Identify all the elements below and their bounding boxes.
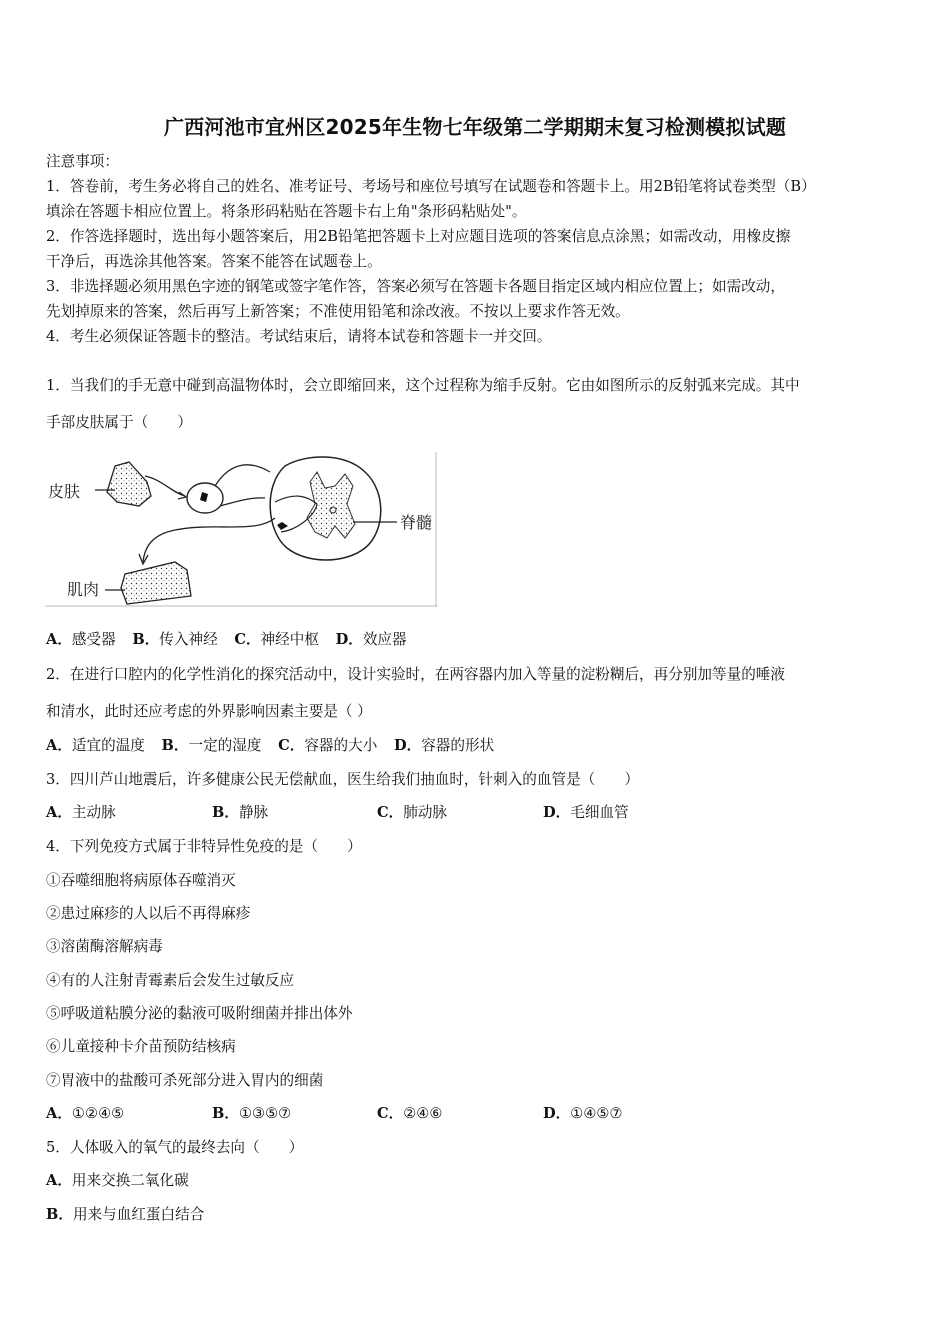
option-text: 传入神经 <box>159 631 218 648</box>
q2-stem-line1: 2．在进行口腔内的化学性消化的探究活动中，设计实验时，在两容器内加入等量的淀粉糊后，再分别加等量的唾液 <box>46 666 785 683</box>
notice-line: 1．答卷前，考生务必将自己的姓名、准考证号、考场号和座位号填写在试题卷和答题卡上。用2B铅笔将试卷类型（B） <box>46 178 816 195</box>
q4-option-d: D．①④⑤⑦ <box>543 1105 623 1122</box>
reflex-arc-figure <box>45 452 437 607</box>
q4-option-b: B．①③⑤⑦ <box>212 1105 292 1122</box>
q5-option-b: B．用来与血红蛋白结合 <box>46 1206 205 1223</box>
notice-line: 干净后，再选涂其他答案。答案不能答在试题卷上。 <box>46 253 382 270</box>
q4-item: ②患过麻疹的人以后不再得麻疹 <box>46 905 251 922</box>
muscle-tissue-shape <box>121 562 191 604</box>
q4-option-c: C．②④⑥ <box>377 1105 443 1122</box>
q3-option-c: C．肺动脉 <box>377 804 448 821</box>
figure-label-muscle: 肌肉 <box>67 580 100 599</box>
q1-options <box>46 630 419 650</box>
option-key: D． <box>393 737 422 754</box>
q4-item: ⑤呼吸道粘膜分泌的黏液可吸附细菌并排出体外 <box>46 1005 353 1022</box>
notice-line: 4．考生必须保证答题卡的整洁。考试结束后，请将本试卷和答题卡一并交回。 <box>46 328 552 345</box>
figure-label-skin: 皮肤 <box>48 482 81 501</box>
option-text: 容器的大小 <box>304 737 378 754</box>
q1-stem-line1: 1．当我们的手无意中碰到高温物体时，会立即缩回来，这个过程称为缩手反射。它由如图所示的反射弧来完成。其中 <box>46 377 800 394</box>
q4-stem: 4．下列免疫方式属于非特异性免疫的是（ ） <box>46 838 362 855</box>
notice-heading: 注意事项： <box>46 153 119 170</box>
option-text: 感受器 <box>71 631 116 648</box>
option-key: B． <box>132 631 160 648</box>
option-key: C． <box>234 631 261 648</box>
q4-item: ③溶菌酶溶解病毒 <box>46 938 163 955</box>
q2-options <box>46 736 506 756</box>
option-text: 一定的湿度 <box>188 737 262 754</box>
notice-line: 3．非选择题必须用黑色字迹的钢笔或签字笔作答，答案必须写在答题卡各题目指定区域内相应位置上；如需改动， <box>46 278 785 295</box>
q4-item: ①吞噬细胞将病原体吞噬消灭 <box>46 872 236 889</box>
page-title: 广西河池市宜州区2025年生物七年级第二学期期末复习检测模拟试题 <box>163 115 787 139</box>
q5-option-a: A．用来交换二氧化碳 <box>46 1172 189 1189</box>
q2-stem-line2: 和清水，此时还应考虑的外界影响因素主要是（ ） <box>46 703 372 720</box>
reflex-arc-diagram <box>45 452 437 607</box>
option-key: B． <box>161 737 189 754</box>
q4-item: ⑦胃液中的盐酸可杀死部分进入胃内的细菌 <box>46 1072 324 1089</box>
figure-label-spinal-cord: 脊髓 <box>400 513 433 532</box>
option-key: A． <box>46 631 72 648</box>
q4-item: ④有的人注射青霉素后会发生过敏反应 <box>46 972 295 989</box>
notice-line: 填涂在答题卡相应位置上。将条形码粘贴在答题卡右上角"条形码粘贴处"。 <box>46 203 527 220</box>
q4-option-a: A．①②④⑤ <box>46 1105 125 1122</box>
notice-line: 先划掉原来的答案，然后再写上新答案；不准使用铅笔和涂改液。不按以上要求作答无效。 <box>46 303 630 320</box>
q3-option-a: A．主动脉 <box>46 804 116 821</box>
q1-stem-line2: 手部皮肤属于（ ） <box>46 414 192 431</box>
q3-option-d: D．毛细血管 <box>543 804 629 821</box>
q3-stem: 3．四川芦山地震后，许多健康公民无偿献血，医生给我们抽血时，针刺入的血管是（ ） <box>46 771 640 788</box>
option-text: 效应器 <box>362 631 407 648</box>
q3-option-b: B．静脉 <box>212 804 269 821</box>
option-text: 神经中枢 <box>260 631 319 648</box>
notice-line: 2．作答选择题时，选出每小题答案后，用2B铅笔把答题卡上对应题目选项的答案信息点涂黑；如需改动，用橡皮擦 <box>46 228 791 245</box>
q5-stem: 5．人体吸入的氧气的最终去向（ ） <box>46 1139 304 1156</box>
option-text: 适宜的温度 <box>71 737 145 754</box>
q4-item: ⑥儿童接种卡介苗预防结核病 <box>46 1038 236 1055</box>
option-key: A． <box>46 737 72 754</box>
option-key: D． <box>335 631 363 648</box>
option-key: C． <box>278 737 305 754</box>
option-text: 容器的形状 <box>421 737 495 754</box>
skin-tissue-shape <box>107 462 151 506</box>
